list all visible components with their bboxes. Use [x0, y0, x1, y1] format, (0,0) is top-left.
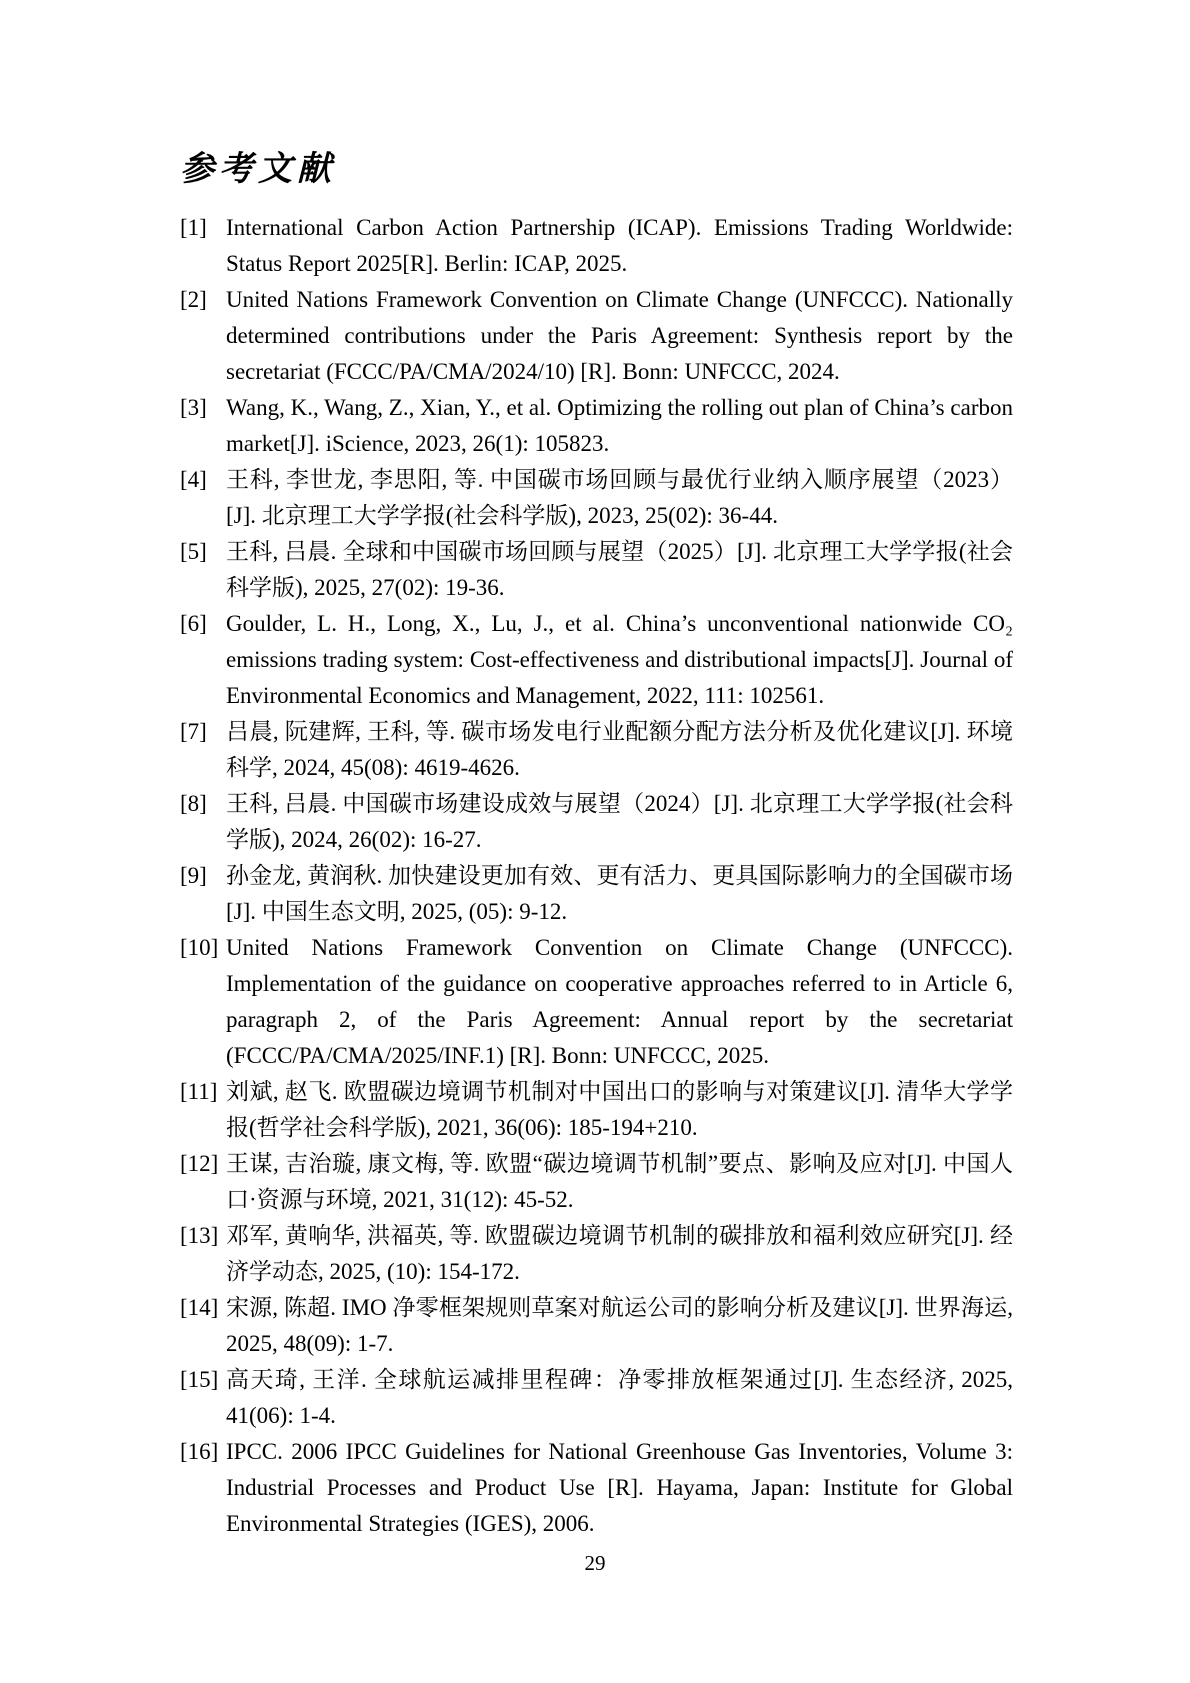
reference-text: United Nations Framework Convention on Climate Change (UNFCCC). Implementation of the guidance on cooperative approaches referred to in Article 6, paragraph 2, of the Paris Agreement: Annual report by the secretariat (FCCC/PA/CMA/2025/INF.1) [R]. Bonn: UNFCCC, 2025. — [226, 935, 1013, 1068]
reference-number: [4] — [180, 467, 207, 492]
reference-item — [180, 390, 1013, 462]
reference-text: Wang, K., Wang, Z., Xian, Y., et al. Optimizing the rolling out plan of China’s carbon market[J]. iScience, 2023, 26(1): 105823. — [226, 395, 1013, 456]
reference-item — [180, 606, 1013, 714]
reference-text: IPCC. 2006 IPCC Guidelines for National Greenhouse Gas Inventories, Volume 3: Industrial Processes and Product Use [R]. Hayama, Japan: Institute for Global Environmental Strategies (IGES), 2006. — [226, 1439, 1013, 1536]
reference-number: [13] — [180, 1223, 219, 1248]
page-content — [180, 148, 1013, 1542]
reference-text: United Nations Framework Convention on Climate Change (UNFCCC). Nationally determined contributions under the Paris Agreement: Synthesis report by the secretariat (FCCC/PA/CMA/2024/10) [R]. Bonn: UNFCCC, 2024. — [226, 287, 1013, 384]
reference-text: 王谋, 吉治璇, 康文梅, 等. 欧盟“碳边境调节机制”要点、影响及应对[J]. 中国人口·资源与环境, 2021, 31(12): 45-52. — [226, 1151, 1013, 1212]
reference-item — [180, 714, 1013, 786]
reference-text: 王科, 吕晨. 全球和中国碳市场回顾与展望（2025）[J]. 北京理工大学学报(社会科学版), 2025, 27(02): 19-36. — [226, 539, 1013, 600]
reference-item — [180, 1290, 1013, 1362]
reference-item — [180, 1434, 1013, 1542]
reference-number: [14] — [180, 1295, 219, 1320]
reference-item — [180, 786, 1013, 858]
reference-number: [7] — [180, 719, 207, 744]
reference-item — [180, 1362, 1013, 1434]
reference-item — [180, 1146, 1013, 1218]
reference-item — [180, 282, 1013, 390]
reference-number: [6] — [180, 611, 207, 636]
reference-item — [180, 462, 1013, 534]
reference-number: [12] — [180, 1151, 219, 1176]
reference-text: 王科, 吕晨. 中国碳市场建设成效与展望（2024）[J]. 北京理工大学学报(社会科学版), 2024, 26(02): 16-27. — [226, 791, 1013, 852]
reference-number: [15] — [180, 1367, 219, 1392]
page-number: 29 — [584, 1551, 606, 1575]
reference-text: International Carbon Action Partnership (ICAP). Emissions Trading Worldwide: Status Report 2025[R]. Berlin: ICAP, 2025. — [226, 215, 1013, 276]
reference-number: [5] — [180, 539, 207, 564]
reference-text: 孙金龙, 黄润秋. 加快建设更加有效、更有活力、更具国际影响力的全国碳市场[J]. 中国生态文明, 2025, (05): 9-12. — [226, 863, 1013, 924]
reference-number: [16] — [180, 1439, 219, 1464]
reference-text: 王科, 李世龙, 李思阳, 等. 中国碳市场回顾与最优行业纳入顺序展望（2023）[J]. 北京理工大学学报(社会科学版), 2023, 25(02): 36-44. — [226, 467, 1013, 528]
reference-number: [9] — [180, 863, 207, 888]
reference-number: [2] — [180, 287, 207, 312]
reference-item — [180, 1074, 1013, 1146]
reference-number: [11] — [180, 1079, 218, 1104]
reference-text: 高天琦, 王洋. 全球航运减排里程碑：净零排放框架通过[J]. 生态经济, 2025, 41(06): 1-4. — [226, 1367, 1013, 1428]
reference-text: 吕晨, 阮建辉, 王科, 等. 碳市场发电行业配额分配方法分析及优化建议[J]. 环境科学, 2024, 45(08): 4619-4626. — [226, 719, 1013, 780]
reference-list — [180, 210, 1013, 1542]
reference-number: [8] — [180, 791, 207, 816]
reference-item — [180, 210, 1013, 282]
reference-number: [3] — [180, 395, 207, 420]
reference-item — [180, 930, 1013, 1074]
reference-item — [180, 858, 1013, 930]
reference-number: [1] — [180, 215, 207, 240]
reference-text: 刘斌, 赵飞. 欧盟碳边境调节机制对中国出口的影响与对策建议[J]. 清华大学学报(哲学社会科学版), 2021, 36(06): 185-194+210. — [226, 1079, 1013, 1140]
reference-item — [180, 1218, 1013, 1290]
reference-number: [10] — [180, 935, 219, 960]
reference-text: 邓军, 黄响华, 洪福英, 等. 欧盟碳边境调节机制的碳排放和福利效应研究[J]. 经济学动态, 2025, (10): 154-172. — [226, 1223, 1013, 1284]
reference-text: Goulder, L. H., Long, X., Lu, J., et al. China’s unconventional nationwide CO₂ emissions trading system: Cost-effectiveness and distributional impacts[J]. Journal of Environmental Economics and Management, 2022, 111: 102561. — [226, 611, 1013, 708]
references-heading: 参考文献 — [180, 151, 336, 188]
reference-text: 宋源, 陈超. IMO 净零框架规则草案对航运公司的影响分析及建议[J]. 世界海运, 2025, 48(09): 1-7. — [226, 1295, 1013, 1356]
reference-item — [180, 534, 1013, 606]
